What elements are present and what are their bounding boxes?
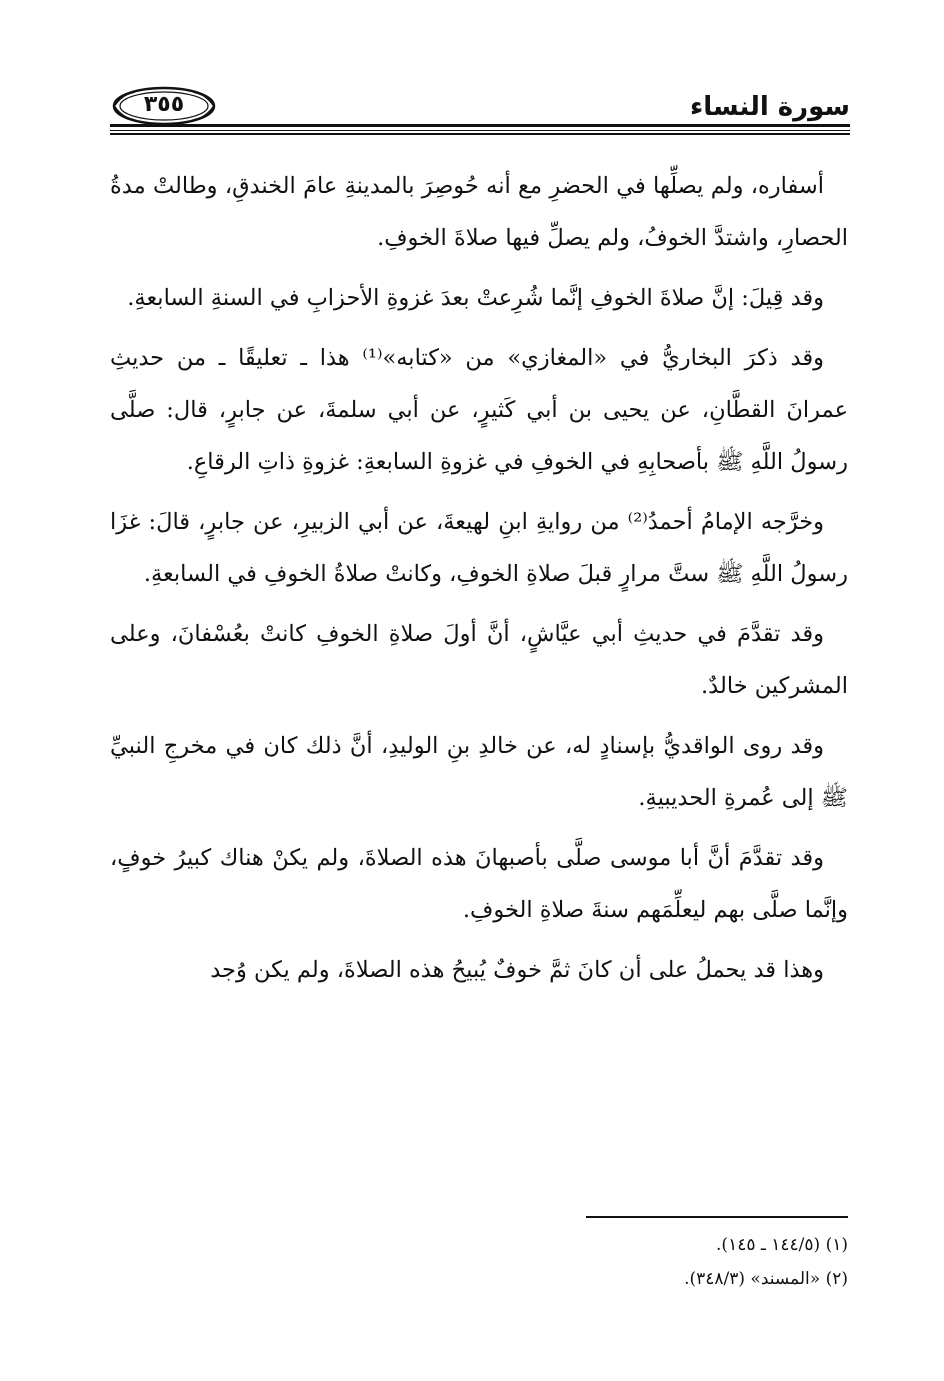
footnote-separator xyxy=(586,1216,848,1218)
surah-title: سورة النساء xyxy=(689,92,850,122)
paragraph: أسفاره، ولم يصلِّها في الحضرِ مع أنه حُوصِرَ بالمدينةِ عامَ الخندقِ، وطالتْ مدةُ الحصارِ، واشتدَّ الخوفُ، ولم يصلِّ فيها صلاةَ الخوفِ. xyxy=(110,173,848,251)
footnote: (١) (١٤٤/٥ ـ ١٤٥). xyxy=(716,1235,848,1255)
header-rule-bottom xyxy=(110,133,850,135)
paragraph: وقد روى الواقديُّ بإسنادٍ له، عن خالدِ بنِ الوليدِ، أنَّ ذلك كان في مخرجِ النبيِّ ﷺ إلى عُمرةِ الحديبيةِ. xyxy=(110,733,848,811)
footnotes xyxy=(110,1228,848,1296)
page-header xyxy=(110,78,850,140)
page-number-badge xyxy=(112,86,216,126)
paragraph: وخرَّجه الإمامُ أحمدُ⁽²⁾ من روايةِ ابنِ لهيعةَ، عن أبي الزبيرِ، عن جابرٍ، قالَ: غزَا رسولُ اللَّهِ ﷺ ستَّ مرارٍ قبلَ صلاةِ الخوفِ، وكانتْ صلاةُ الخوفِ في السابعةِ. xyxy=(110,509,848,587)
paragraph: وهذا قد يحملُ على أن كانَ ثمَّ خوفٌ يُبيحُ هذه الصلاةَ، ولم يكن وُجد xyxy=(210,957,824,983)
paragraph: وقد تقدَّمَ أنَّ أبا موسى صلَّى بأصبهانَ هذه الصلاةَ، ولم يكنْ هناك كبيرُ خوفٍ، وإنَّما صلَّى بهم ليعلِّمَهم سنةَ صلاةِ الخوفِ. xyxy=(110,845,848,923)
header-rule-thin xyxy=(110,130,850,131)
paragraph: وقد تقدَّمَ في حديثِ أبي عيَّاشٍ، أنَّ أولَ صلاةِ الخوفِ كانتْ بعُسْفانَ، وعلى المشركين خالدٌ. xyxy=(110,621,848,699)
paragraph: وقد قِيلَ: إنَّ صلاةَ الخوفِ إنَّما شُرِعتْ بعدَ غزوةِ الأحزابِ في السنةِ السابعةِ. xyxy=(127,285,824,311)
footnote: (٢) «المسند» (٣٤٨/٣). xyxy=(684,1269,848,1289)
body-text xyxy=(110,160,848,1004)
paragraph: وقد ذكرَ البخاريُّ في «المغازي» من «كتابه»⁽¹⁾ هذا ـ تعليقًا ـ من حديثِ عمرانَ القطَّانِ، عن يحيى بن أبي كَثيرٍ، عن أبي سلمةَ، عن جابرٍ، قال: صلَّى رسولُ اللَّهِ ﷺ بأصحابِهِ في الخوفِ في غزوةِ السابعةِ: غزوةِ ذاتِ الرقاعِ. xyxy=(110,345,848,475)
header-rule-thick xyxy=(110,124,850,127)
page-number: ٣٥٥ xyxy=(143,92,185,117)
